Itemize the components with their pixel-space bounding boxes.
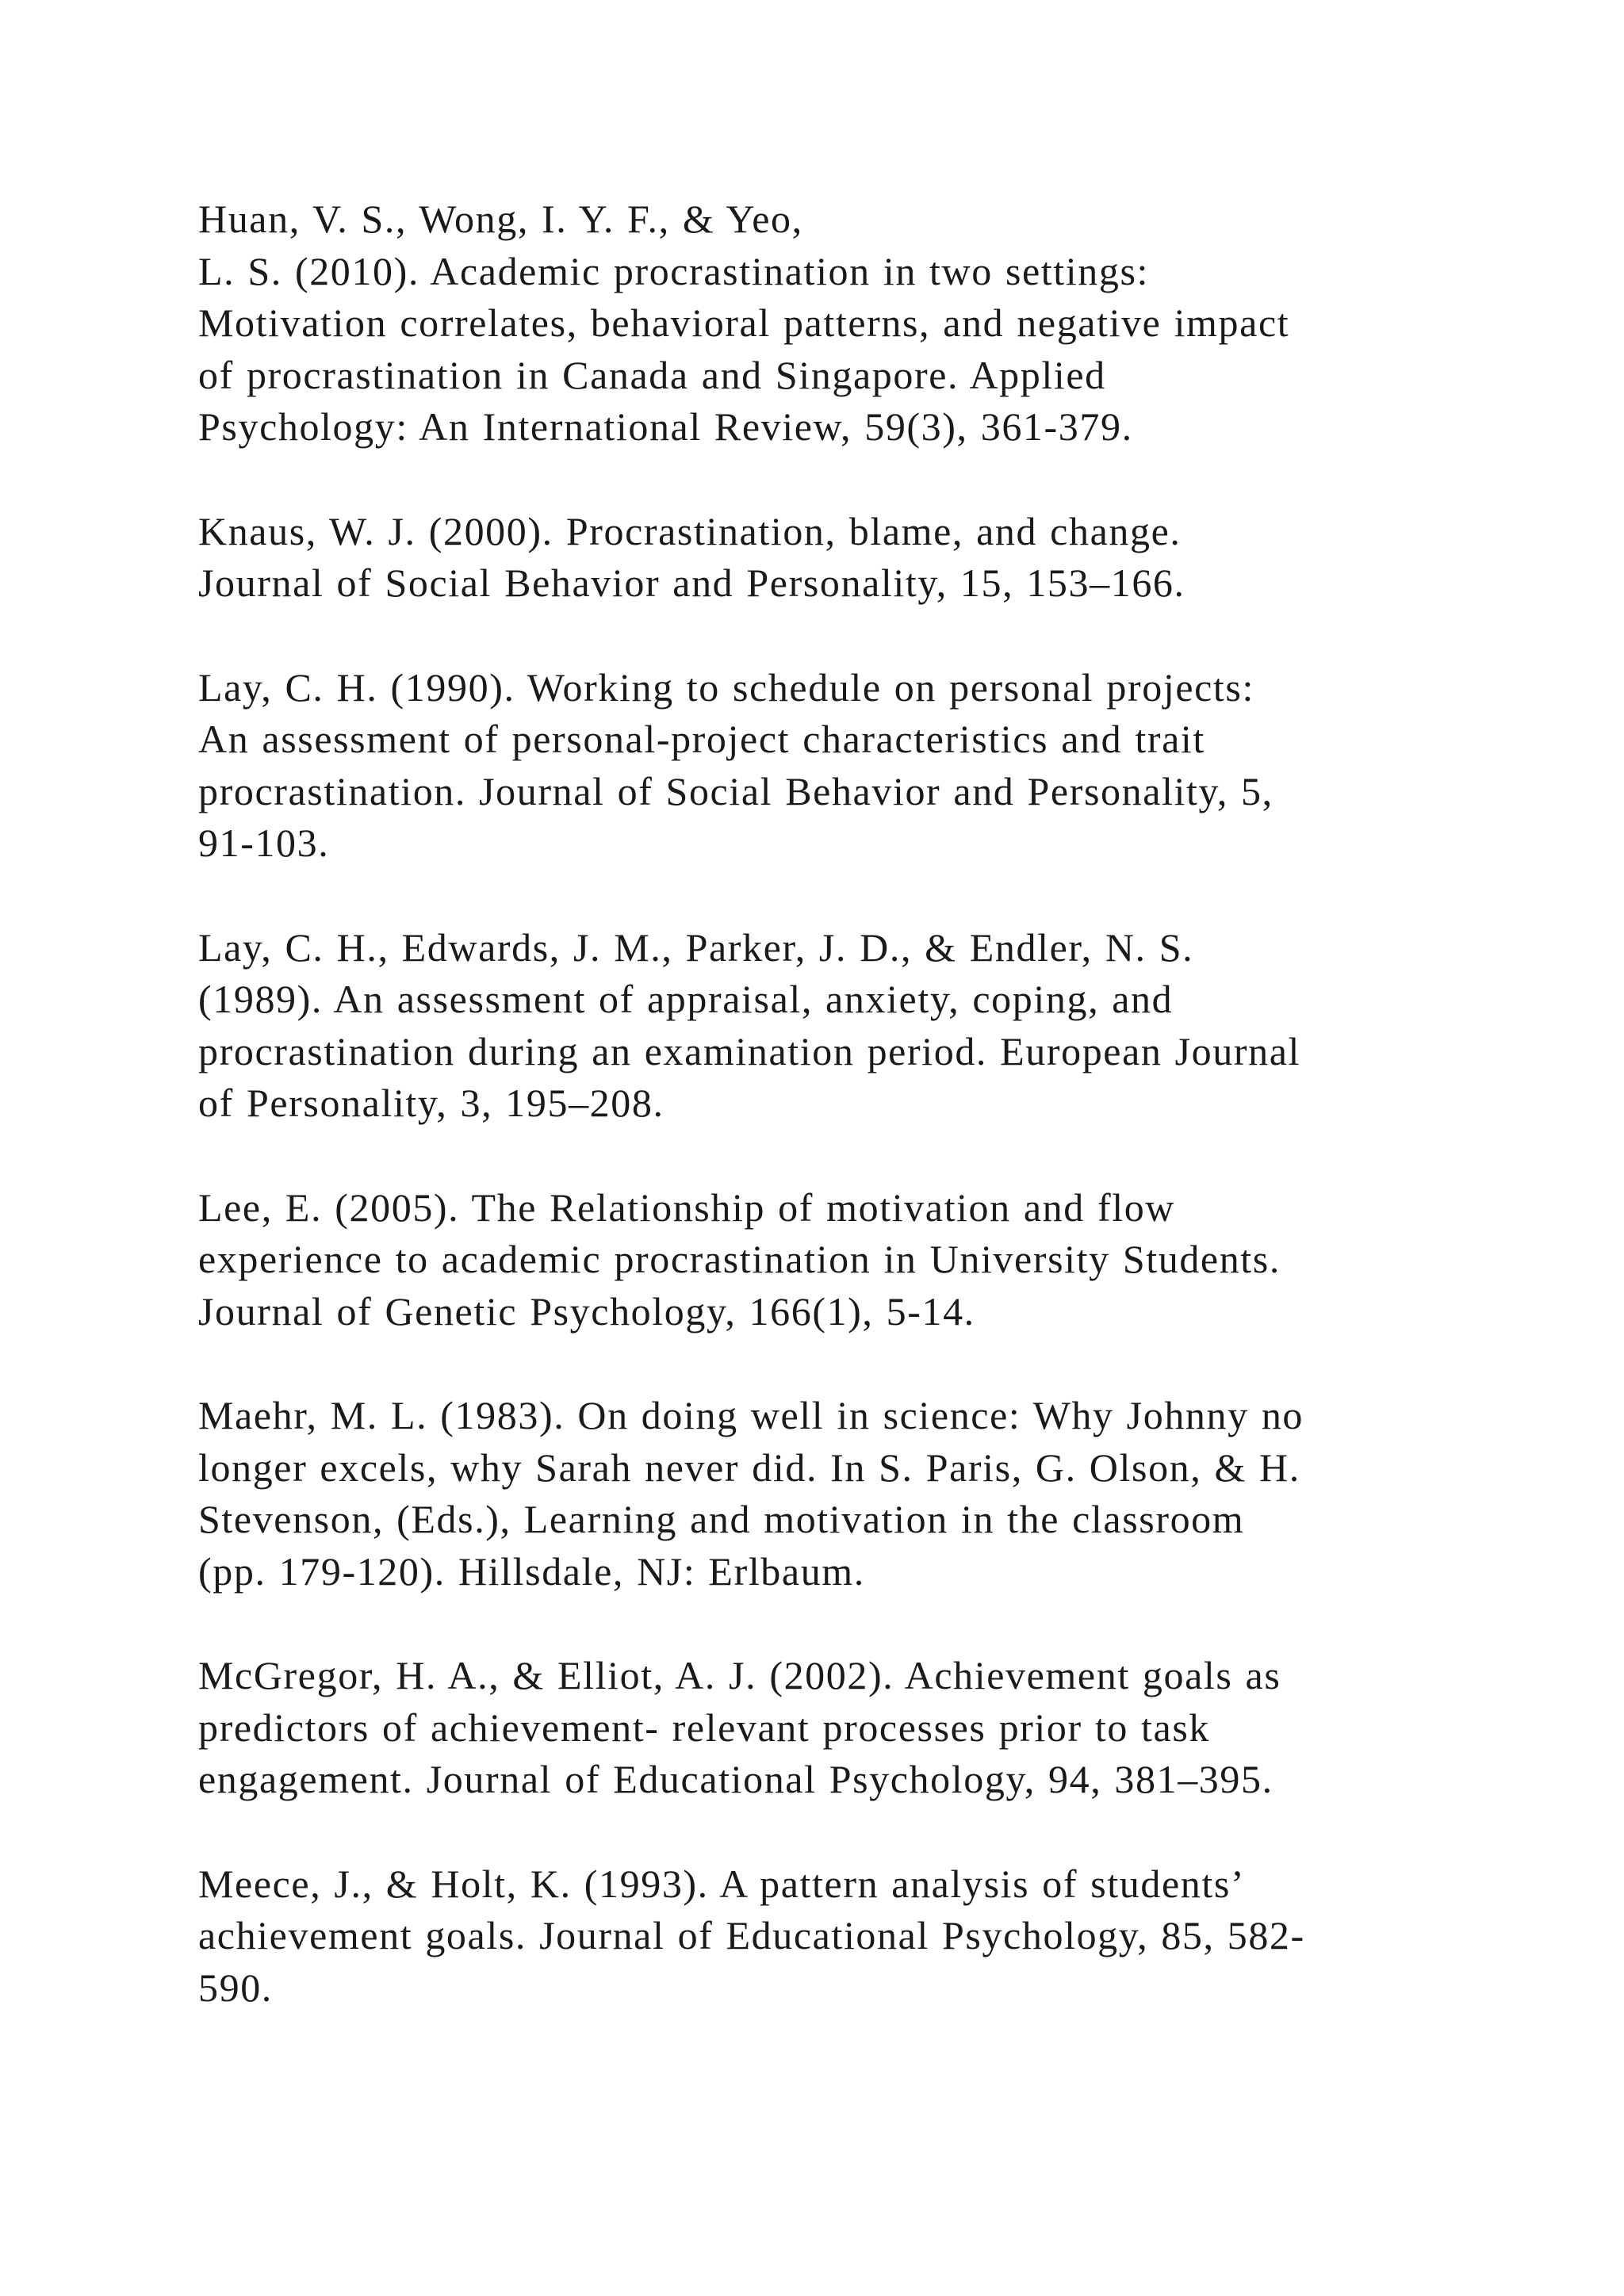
reference-entry xyxy=(198,1650,1499,1806)
reference-line: of Personality, 3, 195–208. xyxy=(198,1081,665,1125)
reference-entry xyxy=(198,193,1499,453)
reference-line: Huan, V. S., Wong, I. Y. F., & Yeo, xyxy=(198,197,803,241)
reference-entry xyxy=(198,1858,1499,2015)
reference-line: Journal of Social Behavior and Personality, 15, 153–166. xyxy=(198,561,1185,605)
reference-line: longer excels, why Sarah never did. In S. Paris, G. Olson, & H. xyxy=(198,1445,1300,1490)
reference-line: An assessment of personal-project characteristics and trait xyxy=(198,717,1205,761)
reference-line: Lay, C. H. (1990). Working to schedule on personal projects: xyxy=(198,664,1254,710)
reference-line: Lee, E. (2005). The Relationship of motivation and flow xyxy=(198,1184,1176,1230)
reference-line: McGregor, H. A., & Elliot, A. J. (2002). Achievement goals as xyxy=(198,1653,1281,1697)
reference-line: Stevenson, (Eds.), Learning and motivation in the classroom xyxy=(198,1497,1245,1541)
reference-line: (pp. 179-120). Hillsdale, NJ: Erlbaum. xyxy=(198,1548,865,1594)
reference-line: procrastination during an examination period. European Journal xyxy=(198,1028,1300,1073)
reference-entry xyxy=(198,1182,1499,1338)
reference-line: Maehr, M. L. (1983). On doing well in science: Why Johnny no xyxy=(198,1393,1304,1437)
reference-entry xyxy=(198,662,1499,870)
reference-line: of procrastination in Canada and Singapore. Applied xyxy=(198,352,1106,397)
reference-line: experience to academic procrastination in University Students. xyxy=(198,1237,1281,1281)
reference-entry xyxy=(198,1390,1499,1598)
reference-line: procrastination. Journal of Social Behavior and Personality, 5, xyxy=(198,768,1274,813)
reference-line: (1989). An assessment of appraisal, anxiety, coping, and xyxy=(198,977,1174,1021)
reference-line: 590. xyxy=(198,1965,273,2010)
reference-line: Lay, C. H., Edwards, J. M., Parker, J. D., & Endler, N. S. xyxy=(198,924,1194,970)
reference-line: Meece, J., & Holt, K. (1993). A pattern analysis of students’ xyxy=(198,1861,1246,1906)
reference-entry xyxy=(198,506,1499,610)
reference-line: L. S. (2010). Academic procrastination in two settings: xyxy=(198,248,1150,293)
reference-line: predictors of achievement- relevant processes prior to task xyxy=(198,1705,1211,1750)
reference-line: 91-103. xyxy=(198,821,330,865)
reference-line: achievement goals. Journal of Educational Psychology, 85, 582- xyxy=(198,1913,1305,1957)
reference-line: Knaus, W. J. (2000). Procrastination, blame, and change. xyxy=(198,508,1182,553)
reference-line: Psychology: An International Review, 59(3), 361-379. xyxy=(198,404,1133,449)
reference-line: engagement. Journal of Educational Psychology, 94, 381–395. xyxy=(198,1757,1274,1801)
reference-entry xyxy=(198,922,1499,1130)
reference-list xyxy=(198,193,1499,2066)
reference-line: Motivation correlates, behavioral patterns, and negative impact xyxy=(198,300,1290,345)
reference-line: Journal of Genetic Psychology, 166(1), 5-14. xyxy=(198,1288,975,1334)
